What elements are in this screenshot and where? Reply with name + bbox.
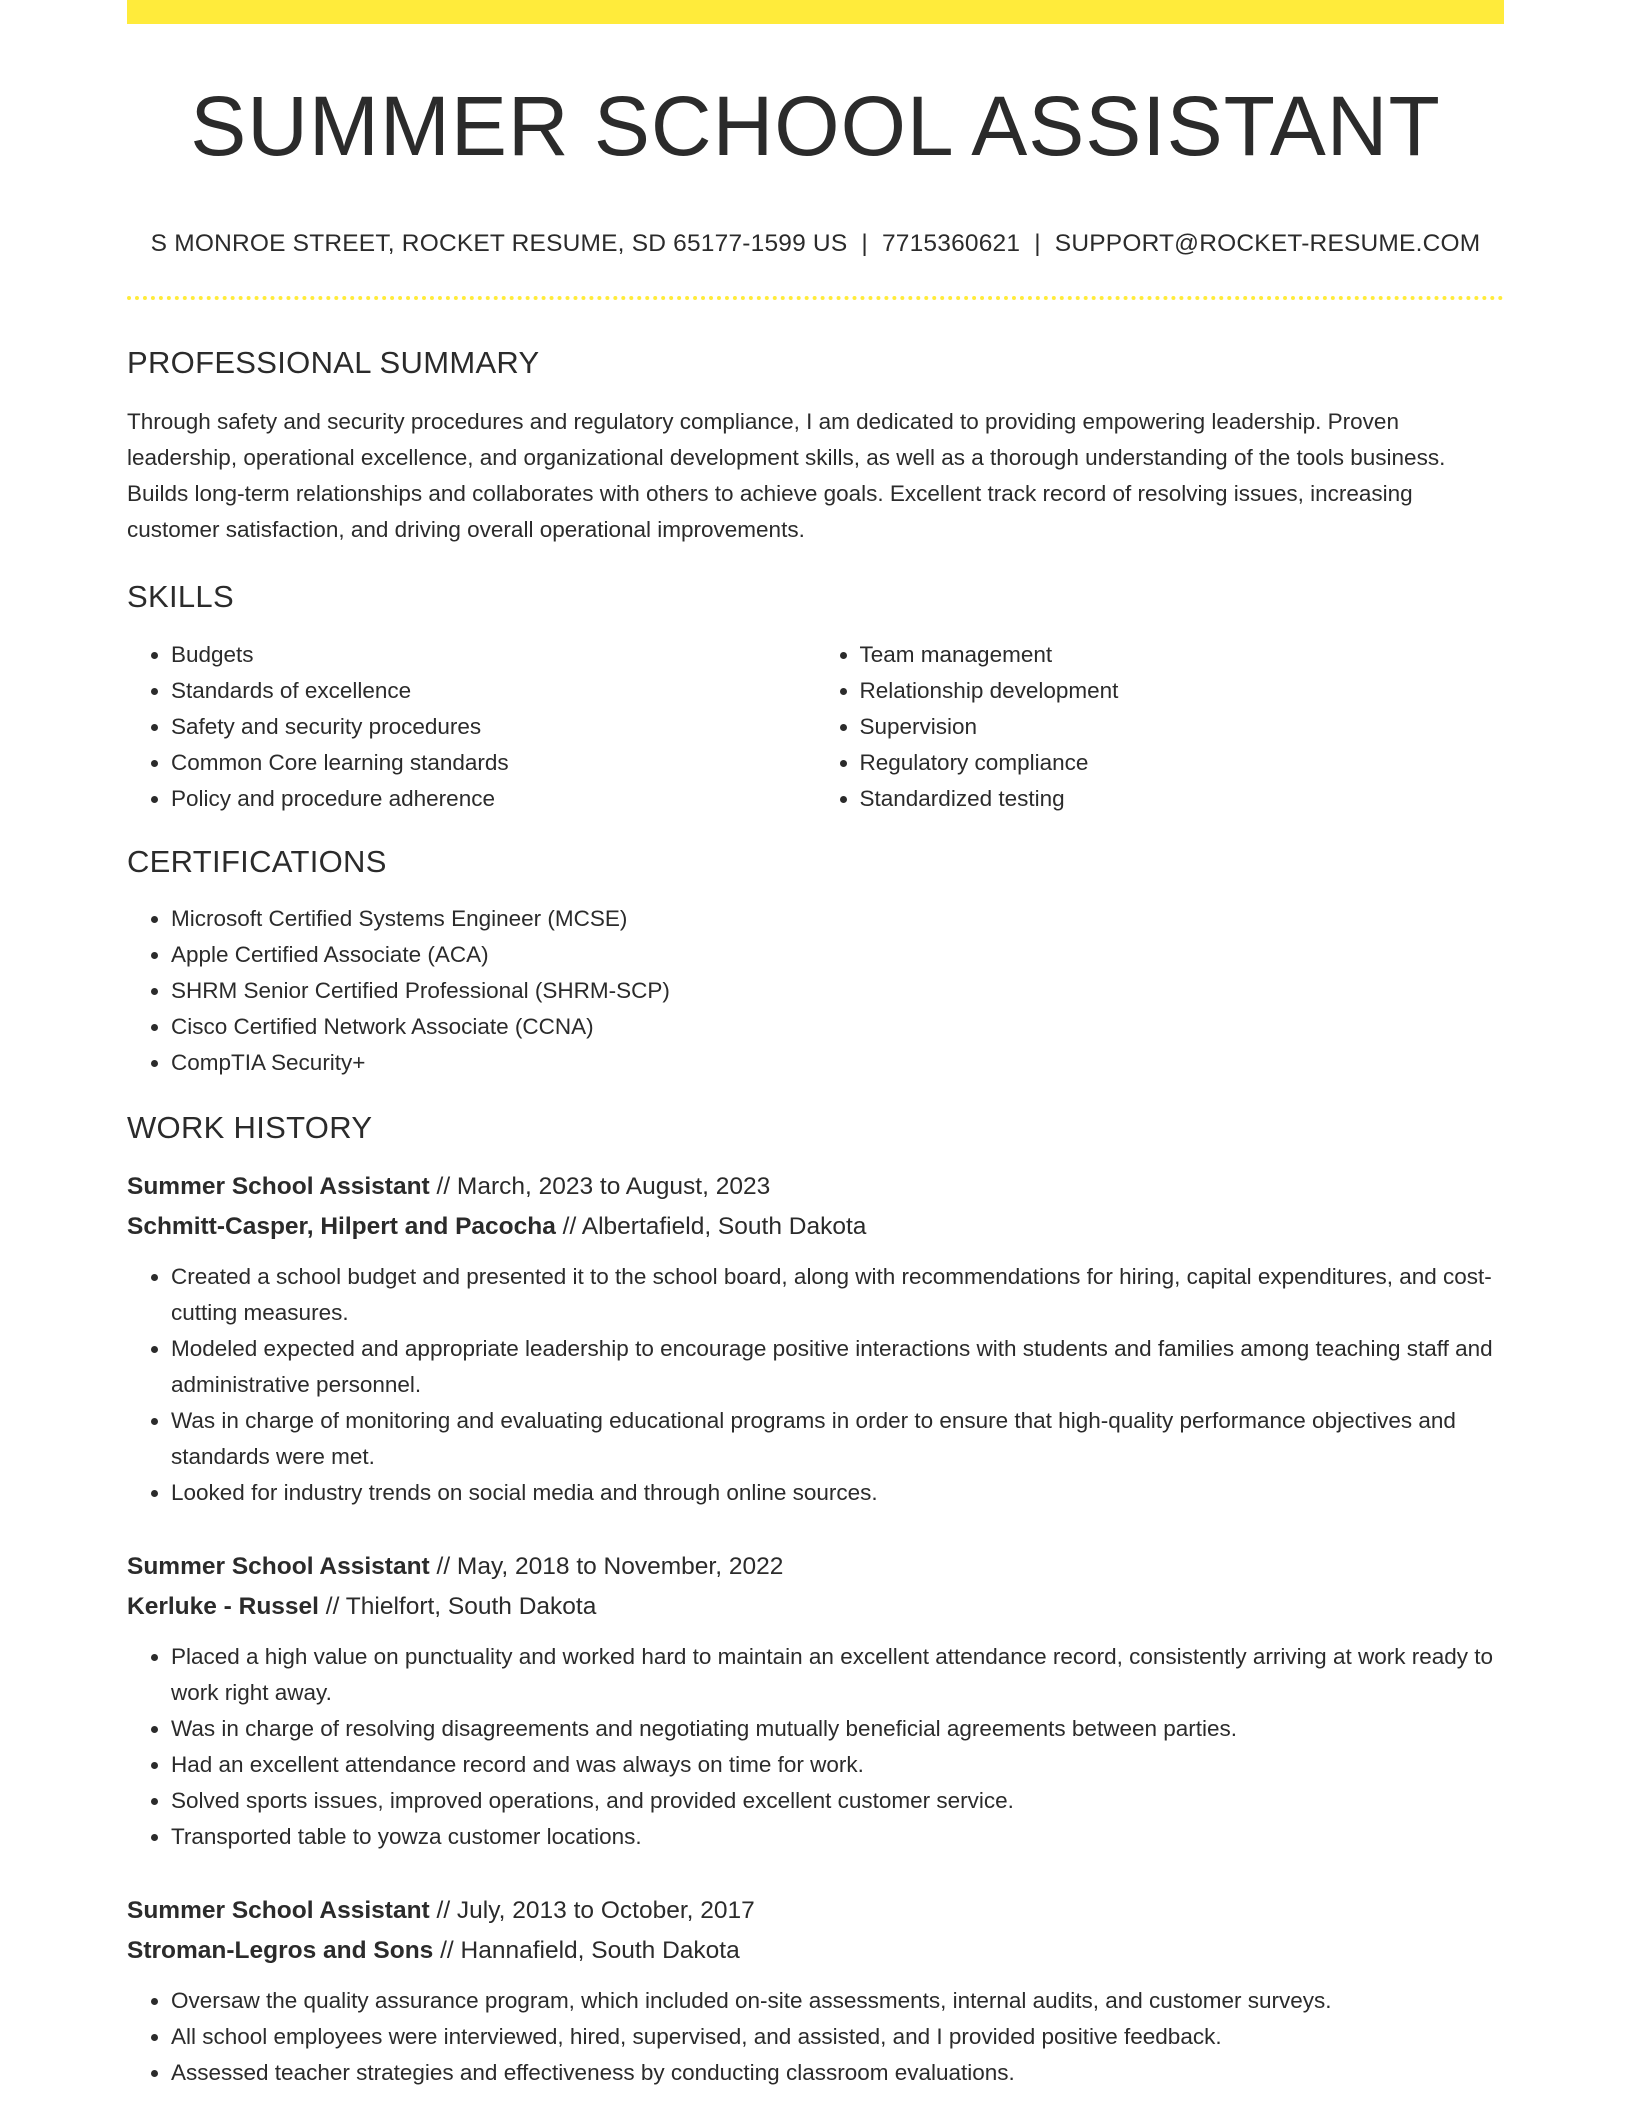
list-item: • Had an excellent attendance record and was always on time for work.	[171, 1747, 1504, 1783]
contact-line	[127, 230, 1504, 258]
job-title-line	[127, 1167, 1504, 1207]
job-company: Kerluke - Russel	[127, 1592, 319, 1620]
list-item: • Microsoft Certified Systems Engineer (MCSE)	[171, 901, 1504, 937]
email: SUPPORT@ROCKET-RESUME.COM	[1054, 230, 1481, 258]
list-item: • Regulatory compliance	[860, 745, 1505, 781]
list-item: • Team management	[860, 637, 1505, 673]
job-location: // Hannafield, South Dakota	[433, 1936, 740, 1964]
job-location: // Thielfort, South Dakota	[319, 1592, 597, 1620]
list-item: • Oversaw the quality assurance program, which included on-site assessments, internal audits, and customer surveys.	[171, 1983, 1504, 2019]
job-company-line	[127, 1587, 1504, 1627]
list-item: • Cisco Certified Network Associate (CCNA)	[171, 1009, 1504, 1045]
job-duties	[127, 1983, 1504, 2091]
contact-separator: |	[1034, 230, 1041, 258]
list-item: • SHRM Senior Certified Professional (SHRM-SCP)	[171, 973, 1504, 1009]
certifications-list	[127, 901, 1504, 1081]
list-item: • All school employees were interviewed, hired, supervised, and assisted, and I provided positive feedback.	[171, 2019, 1504, 2055]
job-company-line	[127, 1931, 1504, 1971]
job-location: // Albertafield, South Dakota	[555, 1212, 867, 1240]
list-item: • Standards of excellence	[171, 673, 816, 709]
job-company-line	[127, 1207, 1504, 1247]
job-title-line	[127, 1547, 1504, 1587]
phone: 7715360621	[881, 230, 1021, 258]
job-entry	[127, 1167, 1504, 1511]
resume-title: SUMMER SCHOOL ASSISTANT	[190, 79, 1441, 173]
job-dates: // July, 2013 to October, 2017	[429, 1896, 755, 1924]
resume-page	[127, 0, 1504, 2091]
job-role: Summer School Assistant	[127, 1552, 430, 1580]
list-item: • Assessed teacher strategies and effectiveness by conducting classroom evaluations.	[171, 2055, 1504, 2091]
job-dates: // March, 2023 to August, 2023	[429, 1172, 771, 1200]
work-history-heading: WORK HISTORY	[127, 1109, 373, 1145]
list-item: • Standardized testing	[860, 781, 1505, 817]
list-item: • Safety and security procedures	[171, 709, 816, 745]
skills-right-column	[816, 637, 1505, 817]
list-item: • Apple Certified Associate (ACA)	[171, 937, 1504, 973]
list-item: • Common Core learning standards	[171, 745, 816, 781]
list-item: • Supervision	[860, 709, 1505, 745]
job-duties	[127, 1639, 1504, 1855]
certifications-section	[127, 845, 1504, 1081]
list-item: • Budgets	[171, 637, 816, 673]
job-entry	[127, 1891, 1504, 2091]
summary-heading: PROFESSIONAL SUMMARY	[127, 345, 540, 381]
list-item: • Solved sports issues, improved operations, and provided excellent customer service.	[171, 1783, 1504, 1819]
skills-list	[127, 637, 1504, 817]
list-item: • Created a school budget and presented it to the school board, along with recommendations for hiring, capital expenditures, and cost-cutting measures.	[171, 1259, 1504, 1331]
summary-text: Through safety and security procedures and regulatory compliance, I am dedicated to providing empowering leadership. Proven leadership, operational excellence, and organizational development skills, as well as a thorough understanding of the tools business. Builds long-term relationships and collaborates with others to achieve goals. Excellent track record of resolving issues, increasing customer satisfaction, and driving overall operational improvements.	[127, 409, 1446, 543]
list-item: • Policy and procedure adherence	[171, 781, 816, 817]
job-title-line	[127, 1891, 1504, 1931]
job-dates: // May, 2018 to November, 2022	[429, 1552, 784, 1580]
job-entry	[127, 1547, 1504, 1855]
skills-heading: SKILLS	[127, 579, 234, 615]
list-item: • Placed a high value on punctuality and worked hard to maintain an excellent attendance record, consistently arriving at work ready to work right away.	[171, 1639, 1504, 1711]
list-item: • Was in charge of monitoring and evaluating educational programs in order to ensure that high-quality performance objectives and standards were met.	[171, 1403, 1504, 1475]
job-role: Summer School Assistant	[127, 1896, 430, 1924]
list-item: • Looked for industry trends on social media and through online sources.	[171, 1475, 1504, 1511]
job-company: Schmitt-Casper, Hilpert and Pacocha	[127, 1212, 556, 1240]
accent-bar	[127, 0, 1504, 24]
job-company: Stroman-Legros and Sons	[127, 1936, 434, 1964]
skills-left-column	[127, 637, 816, 817]
list-item: • Relationship development	[860, 673, 1505, 709]
job-role: Summer School Assistant	[127, 1172, 430, 1200]
contact-separator: |	[861, 230, 868, 258]
list-item: • Modeled expected and appropriate leadership to encourage positive interactions with students and families among teaching staff and administrative personnel.	[171, 1331, 1504, 1403]
address: S MONROE STREET, ROCKET RESUME, SD 65177-1599 US	[150, 230, 848, 258]
certifications-heading: CERTIFICATIONS	[127, 843, 387, 879]
job-duties	[127, 1259, 1504, 1511]
list-item: • Was in charge of resolving disagreements and negotiating mutually beneficial agreements between parties.	[171, 1711, 1504, 1747]
list-item: • CompTIA Security+	[171, 1045, 1504, 1081]
list-item: • Transported table to yowza customer locations.	[171, 1819, 1504, 1855]
divider	[127, 296, 1504, 300]
